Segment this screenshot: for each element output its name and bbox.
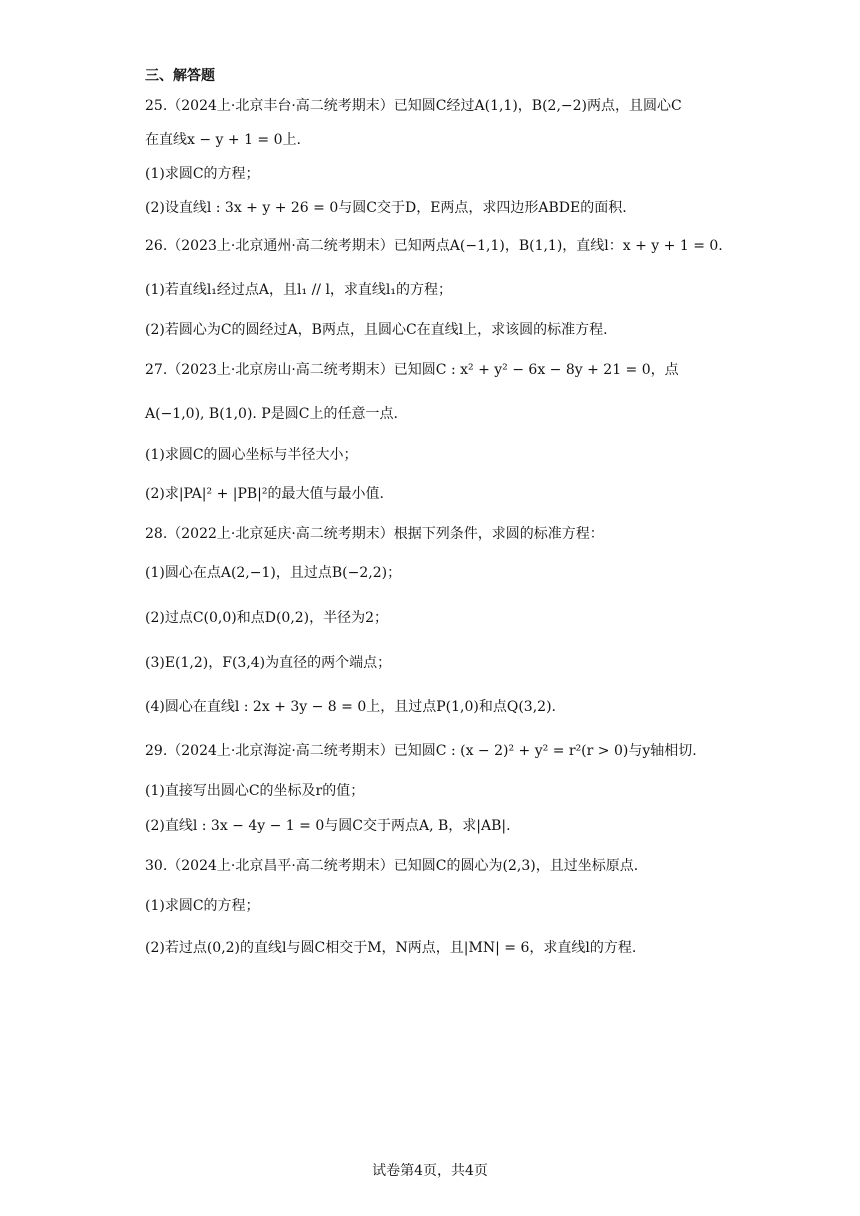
problem-28-part-4: (4)圆心在直线l : 2x + 3y − 8 = 0上，且过点P(1,0)和点Q(3,2). [145,699,556,715]
problem-27-part-1: (1)求圆C的圆心坐标与半径大小； [145,447,358,463]
problem-27-part-2: (2)求|PA|² + |PB|²的最大值与最小值. [145,486,384,502]
problem-27-line-1: 27.（2023上·北京房山·高二统考期末）已知圆C : x² + y² − 6x − 8y + 21 = 0，点 [145,362,679,378]
problem-25-part-1: (1)求圆C的方程； [145,166,260,182]
problem-29-line-1: 29.（2024上·北京海淀·高二统考期末）已知圆C : (x − 2)² + y² = r²(r > 0)与y轴相切. [145,743,697,759]
problem-26-part-1: (1)若直线l₁经过点A，且l₁ // l，求直线l₁的方程； [145,282,453,298]
problem-26-line-1: 26.（2023上·北京通州·高二统考期末）已知两点A(−1,1)，B(1,1)，直线l：x + y + 1 = 0. [145,238,723,254]
problem-28-part-1: (1)圆心在点A(2,−1)，且过点B(−2,2)； [145,565,402,581]
problem-28-part-2: (2)过点C(0,0)和点D(0,2)，半径为2； [145,610,389,626]
problem-30-part-1: (1)求圆C的方程； [145,898,260,914]
problem-29-part-1: (1)直接写出圆心C的坐标及r的值； [145,783,365,799]
problem-30-part-2: (2)若过点(0,2)的直线l与圆C相交于M，N两点，且|MN| = 6，求直线l的方程. [145,940,637,956]
problem-25-line-1: 25.（2024上·北京丰台·高二统考期末）已知圆C经过A(1,1)，B(2,−2)两点，且圆心C [145,98,682,114]
problem-25-line-2: 在直线x − y + 1 = 0上. [145,132,301,148]
section-title: 三、解答题 [145,68,215,84]
problem-27-line-2: A(−1,0), B(1,0). P是圆C上的任意一点. [145,406,398,422]
problem-28-part-3: (3)E(1,2)，F(3,4)为直径的两个端点； [145,655,392,671]
problem-30-line-1: 30.（2024上·北京昌平·高二统考期末）已知圆C的圆心为(2,3)，且过坐标原点. [145,858,639,874]
page-footer: 试卷第4页，共4页 [372,1163,488,1179]
problem-29-part-2: (2)直线l : 3x − 4y − 1 = 0与圆C交于两点A, B，求|AB|. [145,818,511,834]
problem-26-part-2: (2)若圆心为C的圆经过A，B两点，且圆心C在直线l上，求该圆的标准方程. [145,322,608,338]
problem-25-part-2: (2)设直线l : 3x + y + 26 = 0与圆C交于D，E两点，求四边形ABDE的面积. [145,200,627,216]
problem-28-line-1: 28.（2022上·北京延庆·高二统考期末）根据下列条件，求圆的标准方程： [145,526,604,542]
